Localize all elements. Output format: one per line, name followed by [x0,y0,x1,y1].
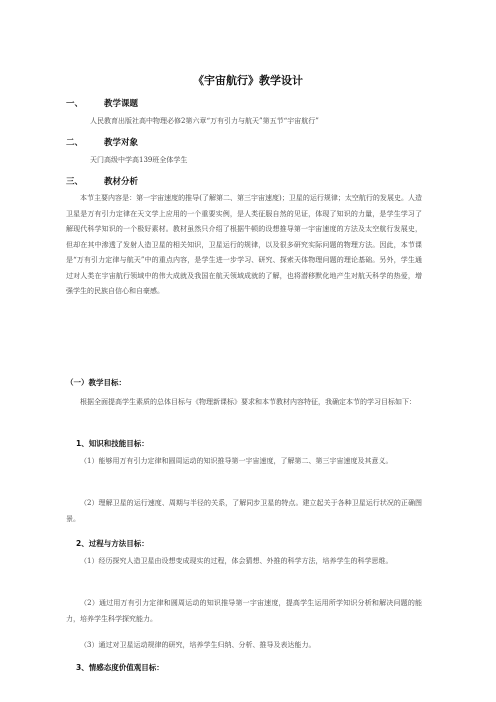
audience-text: 天门高级中学高139班全体学生 [90,156,188,164]
section-number: 三、 [66,177,84,187]
process-item-2: （2）通过用万有引力定律和圆周运动的知识推导第一宇宙速度，提高学生运用所学知识分析和解决问题的能力，培养学生科学探究能力。 [66,599,422,623]
objectives-intro: 根据全面提高学生素质的总体目标与《物理新课标》要求和本节教材内容特征，我确定本节的学习目标如下： [80,398,416,406]
section-number: 一、 [66,99,84,109]
section-label: 教学课题 [104,99,139,109]
emotion-heading: 3、情感态度价值观目标： [76,663,164,672]
knowledge-heading: 1、知识和技能目标： [76,439,149,448]
section-label: 教学对象 [104,138,139,148]
section-heading-analysis [66,175,138,187]
document-title: 《宇宙航行》教学设计 [193,74,303,87]
section-number: 二、 [66,138,84,148]
process-heading: 2、过程与方法目标： [76,539,149,548]
section-heading-topic [66,97,138,109]
section-heading-audience [66,136,138,148]
process-item-3: （3）通过对卫星运动规律的研究，培养学生归纳、分析、推导及表达能力。 [80,641,316,649]
knowledge-item-2: （2）理解卫星的运行速度、周期与半径的关系，了解同步卫星的特点。建立起关于各种卫星运行状况的正确图景。 [66,499,422,523]
process-item-1: （1）经历探究人造卫星由设想变成现实的过程，体会猜想、外推的科学方法，培养学生的科学思维。 [80,557,393,565]
section-label: 教材分析 [104,177,139,187]
knowledge-item-1: （1）能够用万有引力定律和圆周运动的知识推导第一宇宙速度，了解第二、第三宇宙速度及其意义。 [80,457,393,465]
topic-text: 人民教育出版社高中物理必修2第六章“万有引力与航天”第五节“宇宙航行” [90,117,319,125]
objectives-heading: （一）教学目标： [66,378,126,387]
analysis-paragraph: 本节主要内容是：第一宇宙速度的推导(了解第二、第三宇宙速度)；卫星的运行规律；太空航行的发展史。人造卫星是万有引力定律在天文学上应用的一个重要实例，是人类征服自然的见证，体现了知识的力量，是学生学习了解现代科学知识的一个极好素材。教材虽然只介绍了根据牛顿的设想推导第一宇宙速度的方法及太空航行发展史，但却在其中渗透了发射人造卫星的相关知识，卫星运行的规律，以及很多研究实际问题的物理方法。因此，本节课是“万有引力定律与航天”中的重点内容，是学生进一步学习、研究、探索天体物理问题的理论基础。另外，学生通过对人类在宇宙航行领域中的伟大成就及我国在航天领域成就的了解，也将潜移默化地产生对航天科学的热爱，增强学生的民族自信心和自豪感。 [66,194,422,295]
